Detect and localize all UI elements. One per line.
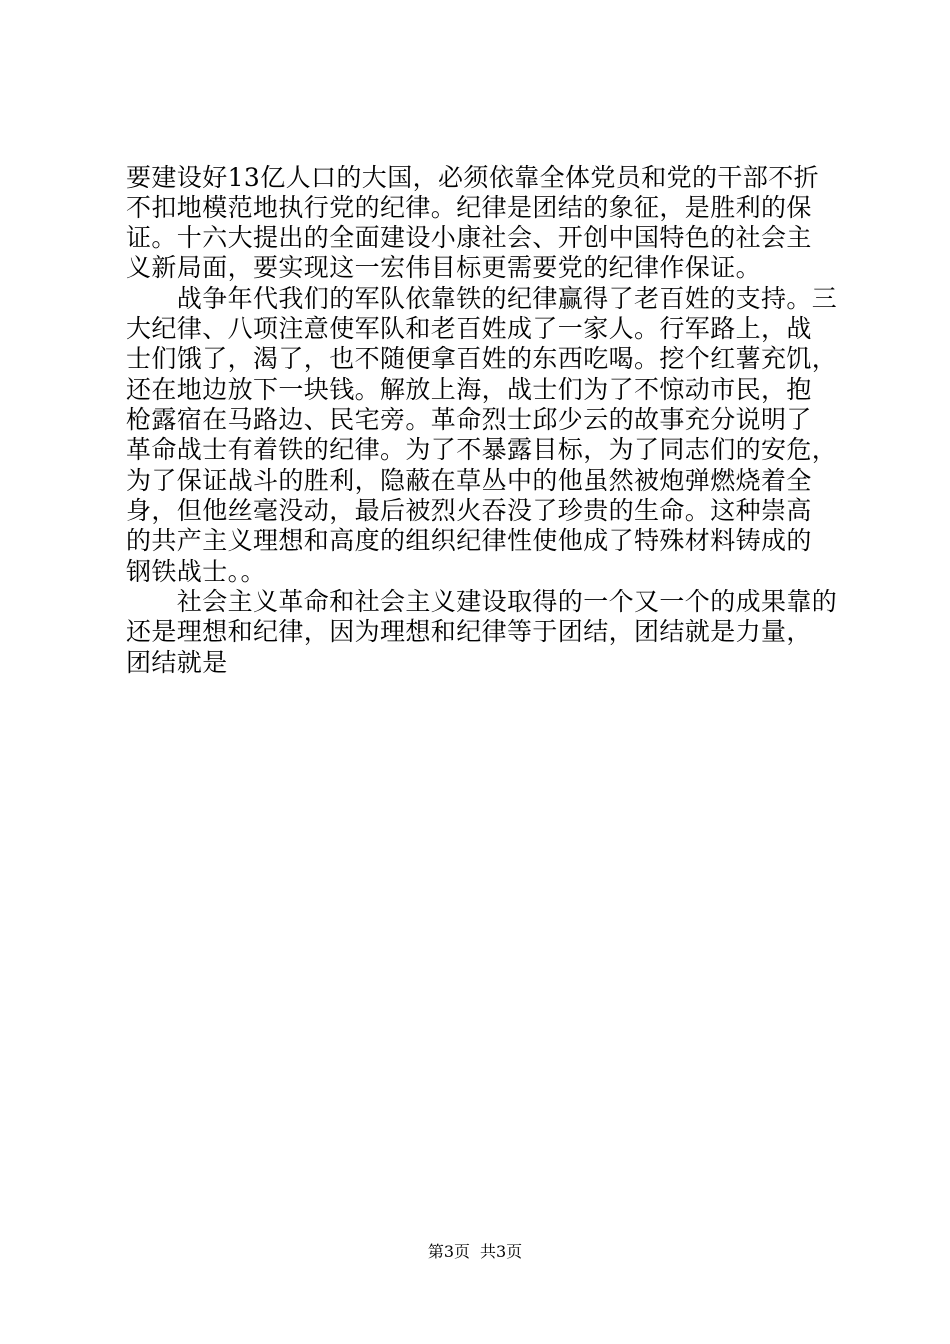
text-line: 义新局面，要实现这一宏伟目标更需要党的纪律作保证。 xyxy=(126,253,762,282)
page-footer xyxy=(0,1242,950,1262)
page-number: 第3页 xyxy=(427,1242,470,1261)
text-line: 革命战士有着铁的纪律。为了不暴露目标，为了同志们的安危， xyxy=(126,435,838,464)
text-line: 士们饿了，渴了，也不随便拿百姓的东西吃喝。挖个红薯充饥， xyxy=(126,344,838,373)
text-line: 团结就是 xyxy=(126,648,228,677)
text-line: 为了保证战斗的胜利，隐蔽在草丛中的他虽然被炮弹燃烧着全 xyxy=(126,466,812,495)
text-line: 身，但他丝毫没动，最后被烈火吞没了珍贵的生命。这种崇高 xyxy=(126,496,812,525)
page-total: 共3页 xyxy=(480,1242,523,1261)
text-line: 的共产主义理想和高度的组织纪律性使他成了特殊材料铸成的 xyxy=(126,526,812,555)
text-line: 证。十六大提出的全面建设小康社会、开创中国特色的社会主 xyxy=(126,223,812,252)
text-line: 要建设好13亿人口的大国，必须依靠全体党员和党的干部不折 xyxy=(126,163,820,192)
text-line: 社会主义革命和社会主义建设取得的一个又一个的成果靠的 xyxy=(126,587,838,616)
text-line: 战争年代我们的军队依靠铁的纪律赢得了老百姓的支持。三 xyxy=(126,284,838,313)
text-line: 不扣地模范地执行党的纪律。纪律是团结的象征，是胜利的保 xyxy=(126,193,812,222)
text-line: 枪露宿在马路边、民宅旁。革命烈士邱少云的故事充分说明了 xyxy=(126,405,812,434)
text-line: 还是理想和纪律，因为理想和纪律等于团结，团结就是力量， xyxy=(126,617,812,646)
text-line: 还在地边放下一块钱。解放上海，战士们为了不惊动市民，抱 xyxy=(126,375,812,404)
text-line: 钢铁战士。。 xyxy=(126,557,266,586)
text-line: 大纪律、八项注意使军队和老百姓成了一家人。行军路上，战 xyxy=(126,314,812,343)
